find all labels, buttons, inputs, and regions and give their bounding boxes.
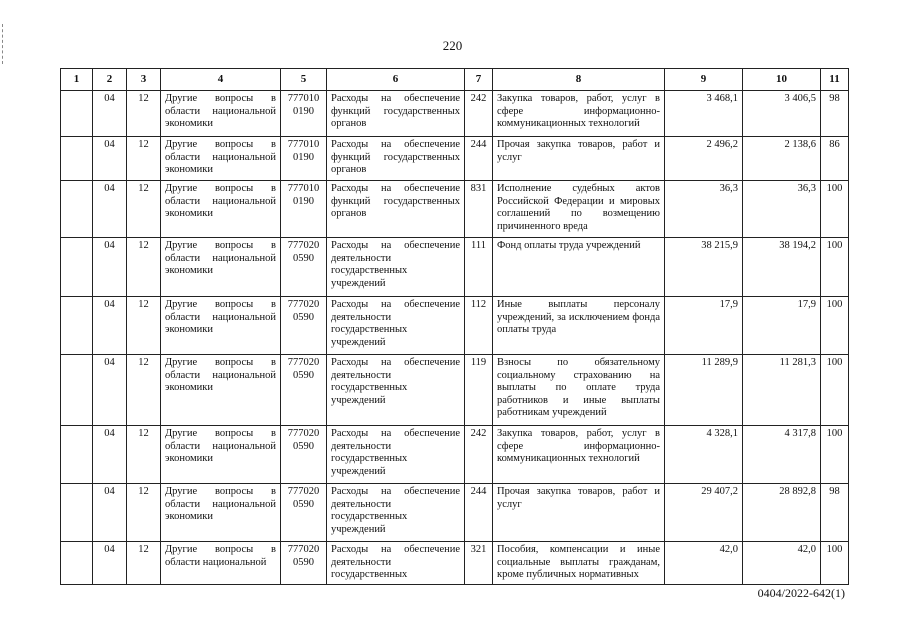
- cell-section-name: Другие вопросы в области национальной: [161, 542, 281, 585]
- cell-article-name: Расходы на обеспечение деятельности государственных учреждений: [327, 238, 465, 297]
- cell-target-article: 777020 0590: [281, 484, 327, 542]
- column-header: 7: [465, 69, 493, 91]
- column-header: 1: [61, 69, 93, 91]
- cell-col-1: [61, 297, 93, 355]
- cell-expense-type: 242: [465, 91, 493, 137]
- cell-execution-percent: 100: [821, 297, 849, 355]
- cell-executed-amount: 11 281,3: [743, 355, 821, 426]
- cell-col-1: [61, 484, 93, 542]
- cell-section-name: Другие вопросы в области национальной экономики: [161, 137, 281, 181]
- page-number: 220: [442, 38, 463, 53]
- cell-planned-amount: 36,3: [665, 181, 743, 238]
- cell-subsection: 12: [127, 355, 161, 426]
- cell-planned-amount: 38 215,9: [665, 238, 743, 297]
- table-row: [61, 484, 849, 542]
- cell-section-name: Другие вопросы в области национальной экономики: [161, 297, 281, 355]
- column-header: 2: [93, 69, 127, 91]
- cell-expense-type: 242: [465, 426, 493, 484]
- table-row: [61, 297, 849, 355]
- cell-section: 04: [93, 297, 127, 355]
- cell-planned-amount: 29 407,2: [665, 484, 743, 542]
- cell-subsection: 12: [127, 137, 161, 181]
- cell-col-1: [61, 542, 93, 585]
- cell-executed-amount: 36,3: [743, 181, 821, 238]
- column-header: 10: [743, 69, 821, 91]
- cell-article-name: Расходы на обеспечение функций государственных органов: [327, 137, 465, 181]
- cell-expense-name: Прочая закупка товаров, работ и услуг: [493, 137, 665, 181]
- cell-subsection: 12: [127, 426, 161, 484]
- column-header: 11: [821, 69, 849, 91]
- cell-executed-amount: 17,9: [743, 297, 821, 355]
- cell-expense-type: 831: [465, 181, 493, 238]
- cell-section: 04: [93, 181, 127, 238]
- cell-executed-amount: 28 892,8: [743, 484, 821, 542]
- cell-execution-percent: 100: [821, 355, 849, 426]
- cell-execution-percent: 100: [821, 238, 849, 297]
- cell-execution-percent: 100: [821, 181, 849, 238]
- cell-target-article: 777020 0590: [281, 297, 327, 355]
- column-header: 3: [127, 69, 161, 91]
- cell-expense-name: Пособия, компенсации и иные социальные выплаты гражданам, кроме публичных нормативных: [493, 542, 665, 585]
- cell-executed-amount: 42,0: [743, 542, 821, 585]
- cell-subsection: 12: [127, 181, 161, 238]
- cell-expense-name: Взносы по обязательному социальному страхованию на выплаты по оплате труда работников и иные выплаты работникам учреждений: [493, 355, 665, 426]
- cell-expense-name: Иные выплаты персоналу учреждений, за исключением фонда оплаты труда: [493, 297, 665, 355]
- table-row: [61, 181, 849, 238]
- cell-expense-type: 112: [465, 297, 493, 355]
- cell-expense-type: 111: [465, 238, 493, 297]
- cell-section-name: Другие вопросы в области национальной экономики: [161, 91, 281, 137]
- table-row: [61, 137, 849, 181]
- cell-expense-name: Фонд оплаты труда учреждений: [493, 238, 665, 297]
- cell-section: 04: [93, 484, 127, 542]
- budget-table: [60, 68, 849, 585]
- cell-execution-percent: 98: [821, 484, 849, 542]
- cell-target-article: 777010 0190: [281, 91, 327, 137]
- cell-executed-amount: 38 194,2: [743, 238, 821, 297]
- cell-expense-name: Закупка товаров, работ, услуг в сфере информационно-коммуникационных технологий: [493, 91, 665, 137]
- column-header: 6: [327, 69, 465, 91]
- cell-col-1: [61, 355, 93, 426]
- cell-execution-percent: 86: [821, 137, 849, 181]
- cell-article-name: Расходы на обеспечение функций государственных органов: [327, 181, 465, 238]
- cell-executed-amount: 4 317,8: [743, 426, 821, 484]
- table-row: [61, 355, 849, 426]
- cell-expense-type: 244: [465, 137, 493, 181]
- header-row: [61, 69, 849, 91]
- cell-article-name: Расходы на обеспечение деятельности государственных учреждений: [327, 297, 465, 355]
- cell-expense-type: 321: [465, 542, 493, 585]
- cell-target-article: 777020 0590: [281, 238, 327, 297]
- cell-target-article: 777020 0590: [281, 355, 327, 426]
- cell-planned-amount: 4 328,1: [665, 426, 743, 484]
- cell-section-name: Другие вопросы в области национальной экономики: [161, 355, 281, 426]
- cell-target-article: 777020 0590: [281, 426, 327, 484]
- cell-section-name: Другие вопросы в области национальной экономики: [161, 426, 281, 484]
- cell-subsection: 12: [127, 297, 161, 355]
- table-row: [61, 238, 849, 297]
- table-row: [61, 91, 849, 137]
- cell-section: 04: [93, 238, 127, 297]
- cell-section-name: Другие вопросы в области национальной экономики: [161, 238, 281, 297]
- cell-planned-amount: 11 289,9: [665, 355, 743, 426]
- cell-execution-percent: 100: [821, 426, 849, 484]
- table-row: [61, 542, 849, 585]
- cell-subsection: 12: [127, 238, 161, 297]
- cell-subsection: 12: [127, 484, 161, 542]
- cell-col-1: [61, 426, 93, 484]
- cell-planned-amount: 2 496,2: [665, 137, 743, 181]
- cell-expense-name: Закупка товаров, работ, услуг в сфере информационно-коммуникационных технологий: [493, 426, 665, 484]
- cell-section: 04: [93, 542, 127, 585]
- cell-article-name: Расходы на обеспечение деятельности государственных учреждений: [327, 426, 465, 484]
- cell-col-1: [61, 91, 93, 137]
- cell-execution-percent: 100: [821, 542, 849, 585]
- cell-expense-type: 244: [465, 484, 493, 542]
- cell-section-name: Другие вопросы в области национальной экономики: [161, 181, 281, 238]
- cell-subsection: 12: [127, 542, 161, 585]
- column-header: 4: [161, 69, 281, 91]
- cell-planned-amount: 17,9: [665, 297, 743, 355]
- cell-section: 04: [93, 355, 127, 426]
- cell-section-name: Другие вопросы в области национальной экономики: [161, 484, 281, 542]
- cell-article-name: Расходы на обеспечение функций государственных органов: [327, 91, 465, 137]
- cell-col-1: [61, 137, 93, 181]
- document-code: 0404/2022-642(1): [757, 586, 845, 600]
- cell-planned-amount: 3 468,1: [665, 91, 743, 137]
- cell-col-1: [61, 238, 93, 297]
- cell-section: 04: [93, 137, 127, 181]
- cell-planned-amount: 42,0: [665, 542, 743, 585]
- column-header: 9: [665, 69, 743, 91]
- cell-expense-name: Прочая закупка товаров, работ и услуг: [493, 484, 665, 542]
- cell-article-name: Расходы на обеспечение деятельности государственных учреждений: [327, 355, 465, 426]
- cell-target-article: 777010 0190: [281, 181, 327, 238]
- cell-expense-name: Исполнение судебных актов Российской Федерации и мировых соглашений по возмещению причиненного вреда: [493, 181, 665, 238]
- cell-expense-type: 119: [465, 355, 493, 426]
- cell-execution-percent: 98: [821, 91, 849, 137]
- cell-subsection: 12: [127, 91, 161, 137]
- cell-col-1: [61, 181, 93, 238]
- table-row: [61, 426, 849, 484]
- cell-article-name: Расходы на обеспечение деятельности государственных учреждений: [327, 484, 465, 542]
- cell-executed-amount: 3 406,5: [743, 91, 821, 137]
- cell-executed-amount: 2 138,6: [743, 137, 821, 181]
- column-header: 8: [493, 69, 665, 91]
- cell-article-name: Расходы на обеспечение деятельности государственных: [327, 542, 465, 585]
- cell-target-article: 777010 0190: [281, 137, 327, 181]
- cell-section: 04: [93, 426, 127, 484]
- cell-section: 04: [93, 91, 127, 137]
- column-header: 5: [281, 69, 327, 91]
- cell-target-article: 777020 0590: [281, 542, 327, 585]
